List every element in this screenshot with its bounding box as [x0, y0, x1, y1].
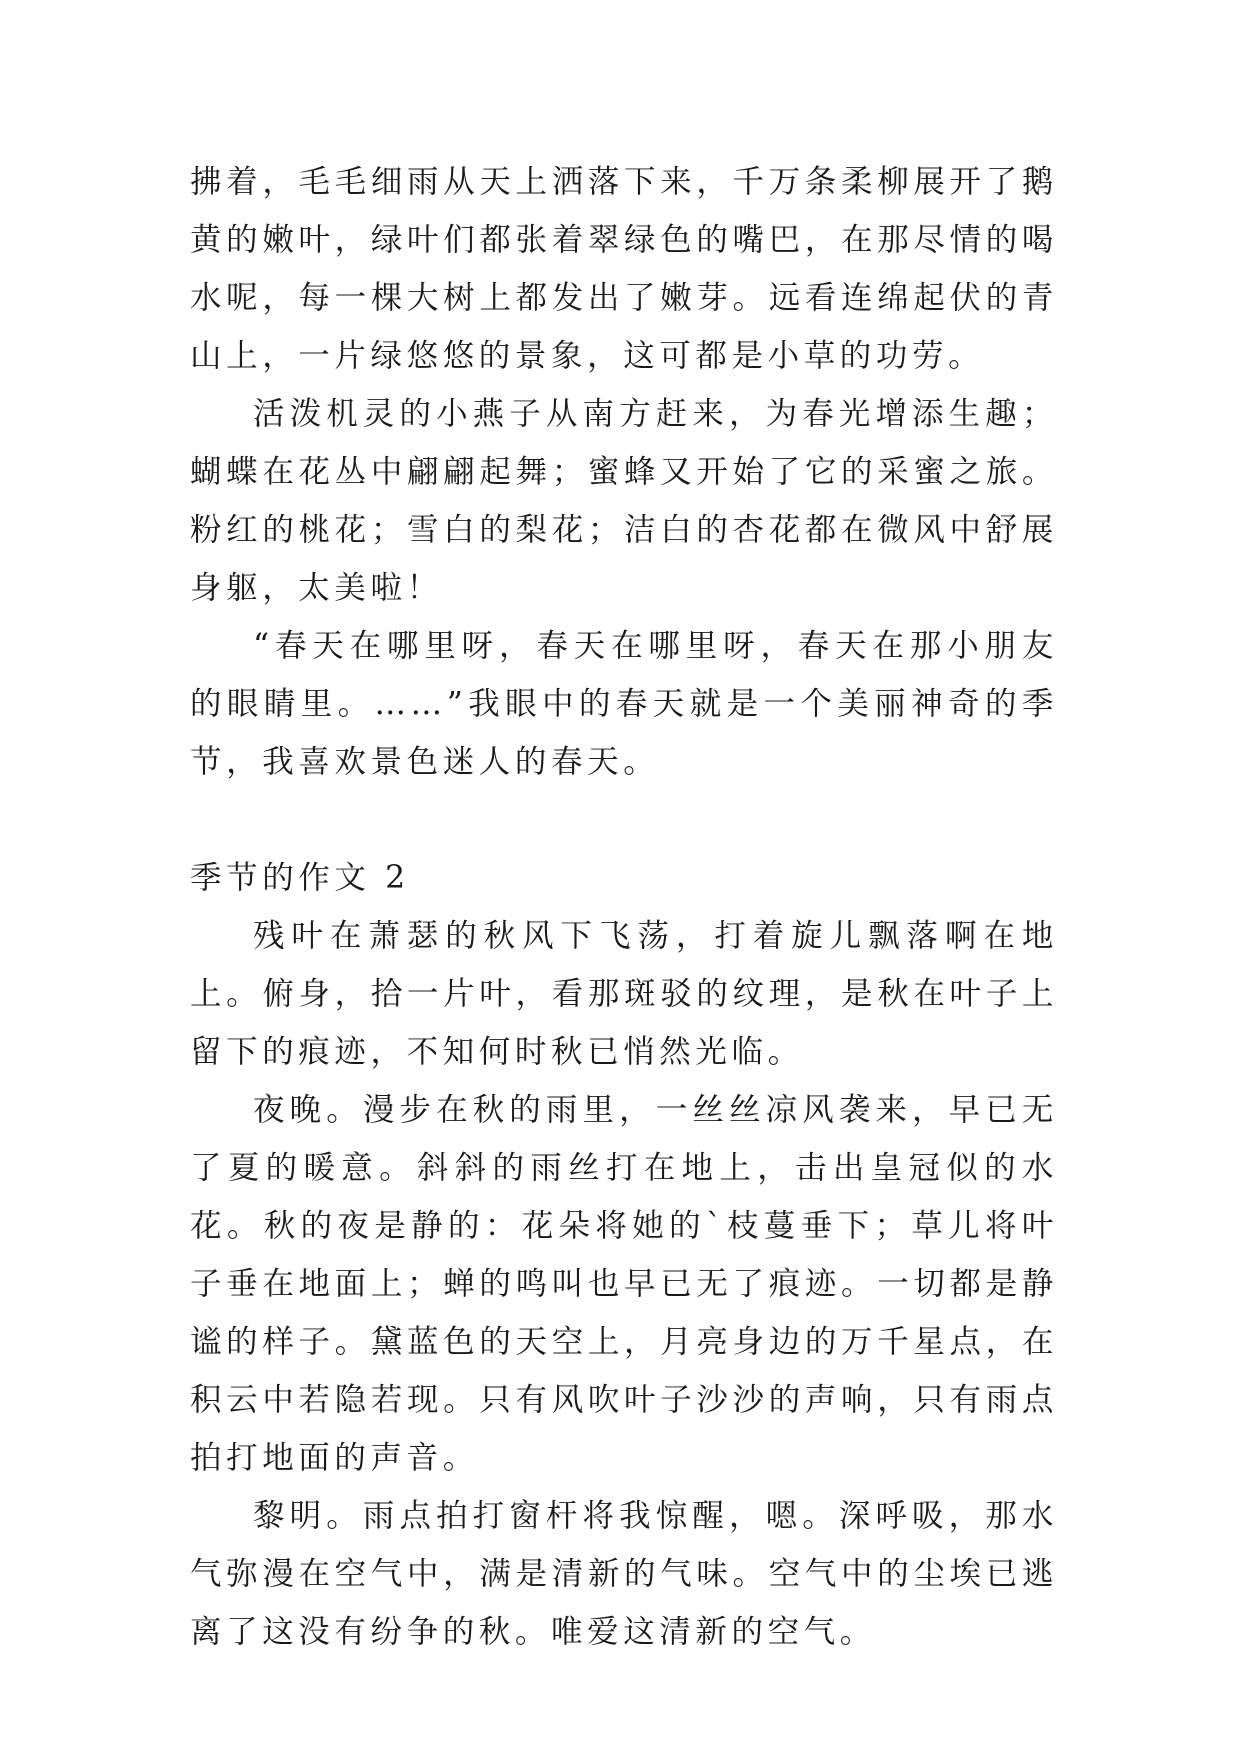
- paragraph-dawn: 黎明。雨点拍打窗杆将我惊醒，嗯。深呼吸，那水气弥漫在空气中，满是清新的气味。空气中的尘埃已逃离了这没有纷争的秋。唯爱这清新的空气。: [190, 1498, 1058, 1650]
- paragraph-autumn-leaves: 残叶在萧瑟的秋风下飞荡，打着旋儿飘落啊在地上。俯身，拾一片叶，看那斑驳的纹理，是秋在叶子上留下的痕迹，不知何时秋已悄然光临。: [190, 918, 1058, 1070]
- paragraph-swallow: 活泼机灵的小燕子从南方赶来，为春光增添生趣；蝴蝶在花丛中翩翩起舞；蜜蜂又开始了它的采蜜之旅。粉红的桃花；雪白的梨花；洁白的杏花都在微风中舒展身躯，太美啦！: [190, 396, 1058, 606]
- document-body: [190, 153, 1058, 1661]
- paragraph-spring-song: “春天在哪里呀，春天在哪里呀，春天在那小朋友的眼睛里。……”我眼中的春天就是一个美丽神奇的季节，我喜欢景色迷人的春天。: [190, 628, 1058, 780]
- section-gap: [190, 791, 1058, 849]
- section-title: 季节的作文 2: [190, 860, 410, 896]
- paragraph-autumn-night: 夜晚。漫步在秋的雨里，一丝丝凉风袭来，早已无了夏的暖意。斜斜的雨丝打在地上，击出皇冠似的水花。秋的夜是静的：花朵将她的`枝蔓垂下；草儿将叶子垂在地面上；蝉的鸣叫也早已无了痕迹。一切都是静谧的样子。黛蓝色的天空上，月亮身边的万千星点，在积云中若隐若现。只有风吹叶子沙沙的声响，只有雨点拍打地面的声音。: [190, 1092, 1058, 1476]
- paragraph-continued: 拂着，毛毛细雨从天上洒落下来，千万条柔柳展开了鹅黄的嫩叶，绿叶们都张着翠绿色的嘴巴，在那尽情的喝水呢，每一棵大树上都发出了嫩芽。远看连绵起伏的青山上，一片绿悠悠的景象，这可都是小草的功劳。: [190, 164, 1058, 374]
